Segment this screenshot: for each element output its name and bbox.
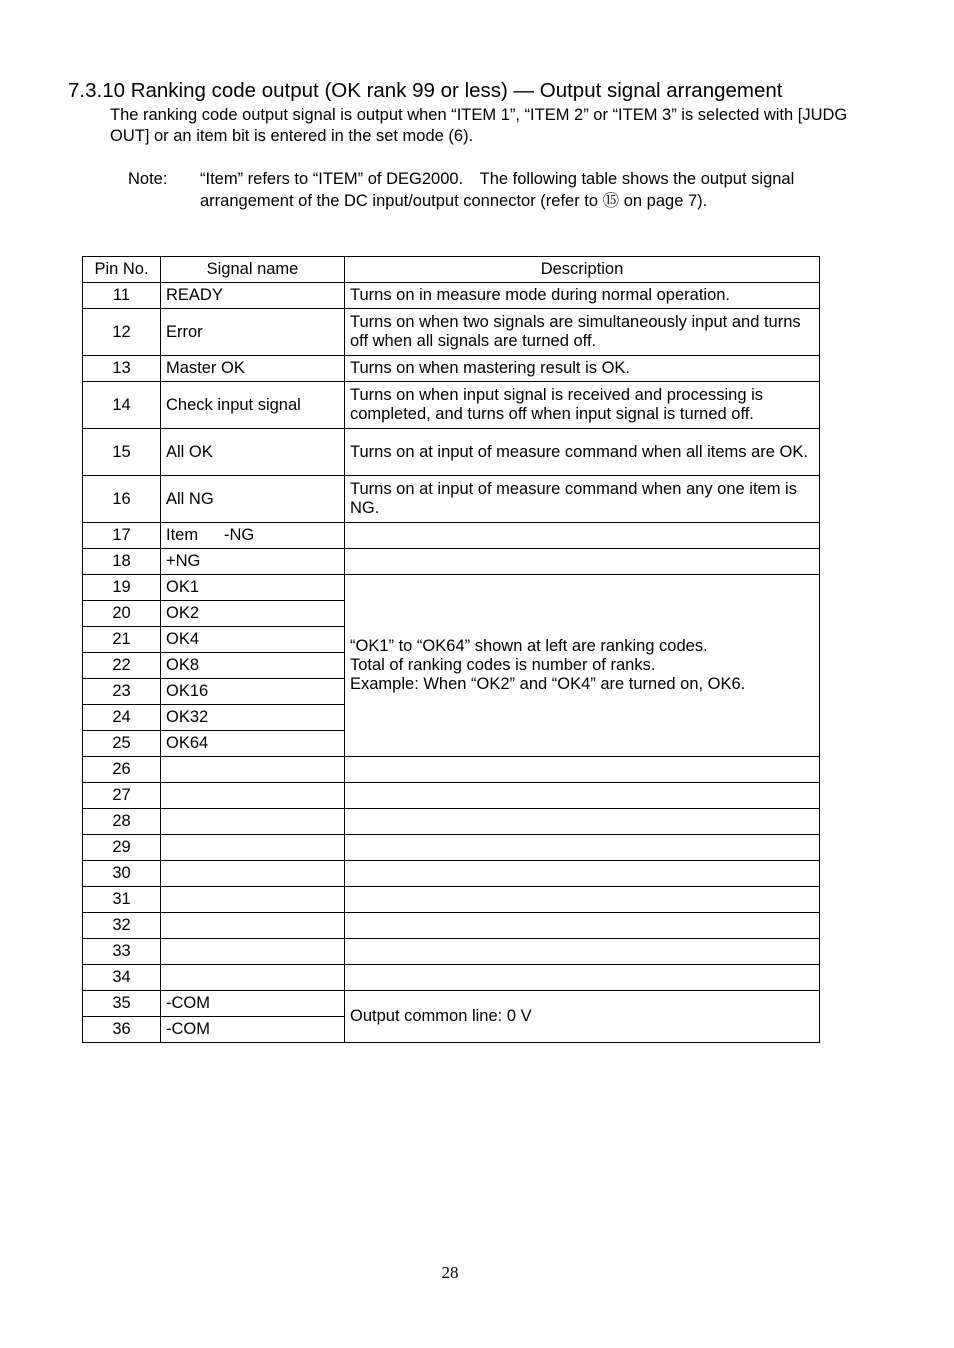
- table-row: [83, 939, 820, 965]
- pin-cell: 27: [83, 783, 161, 809]
- signal-cell: [161, 913, 345, 939]
- table-row: [83, 575, 820, 601]
- description-cell: [345, 965, 820, 991]
- table-row: [83, 783, 820, 809]
- signal-cell: Check input signal: [161, 382, 345, 429]
- signal-cell: -COM: [161, 1017, 345, 1043]
- page-number: 28: [441, 1263, 459, 1282]
- intro-paragraph: The ranking code output signal is output when “ITEM 1”, “ITEM 2” or “ITEM 3” is selected with [JUDG OUT] or an item bit is entered in the set mode (6).: [110, 106, 848, 145]
- table-row: [83, 429, 820, 476]
- description-cell: [345, 757, 820, 783]
- signal-cell: [161, 809, 345, 835]
- pin-cell: 15: [83, 429, 161, 476]
- ranking-code-description: [345, 575, 820, 757]
- pin-cell: 25: [83, 731, 161, 757]
- signal-cell: [161, 861, 345, 887]
- signal-cell: OK64: [161, 731, 345, 757]
- common-line-description: Output common line: 0 V: [345, 991, 820, 1043]
- pin-cell: 20: [83, 601, 161, 627]
- description-cell: [345, 861, 820, 887]
- pin-cell: 22: [83, 653, 161, 679]
- signal-cell: Master OK: [161, 356, 345, 382]
- pin-cell: 35: [83, 991, 161, 1017]
- signal-cell: [161, 887, 345, 913]
- signal-cell: OK1: [161, 575, 345, 601]
- description-cell: Turns on at input of measure command when all items are OK.: [345, 429, 820, 476]
- item-label: Item: [166, 526, 199, 544]
- signal-cell: OK2: [161, 601, 345, 627]
- ranking-desc-line: Example: When “OK2” and “OK4” are turned on, OK6.: [350, 675, 746, 693]
- signal-cell: [161, 835, 345, 861]
- signal-cell: OK8: [161, 653, 345, 679]
- table-row: [83, 913, 820, 939]
- table-row: [83, 283, 820, 309]
- section-heading: 7.3.10 Ranking code output (OK rank 99 or less) — Output signal arrangement: [68, 79, 783, 102]
- pin-cell: 21: [83, 627, 161, 653]
- signal-cell: [161, 783, 345, 809]
- table-row: [83, 835, 820, 861]
- pin-cell: 18: [83, 549, 161, 575]
- table-row: [83, 991, 820, 1017]
- signal-cell: Error: [161, 309, 345, 356]
- pin-cell: 30: [83, 861, 161, 887]
- pin-cell: 34: [83, 965, 161, 991]
- signal-cell: [161, 965, 345, 991]
- pin-cell: 17: [83, 523, 161, 549]
- header-signal-name: Signal name: [161, 257, 345, 283]
- description-cell: [345, 809, 820, 835]
- description-cell: Turns on at input of measure command when any one item is NG.: [345, 476, 820, 523]
- signal-cell: [161, 523, 345, 549]
- pin-cell: 33: [83, 939, 161, 965]
- pin-cell: 11: [83, 283, 161, 309]
- table-row: [83, 887, 820, 913]
- description-cell: [345, 549, 820, 575]
- pin-cell: 16: [83, 476, 161, 523]
- table-header-row: [83, 257, 820, 283]
- table-row: [83, 757, 820, 783]
- table-row: [83, 356, 820, 382]
- pin-cell: 28: [83, 809, 161, 835]
- table-row: [83, 309, 820, 356]
- pin-cell: 32: [83, 913, 161, 939]
- description-cell: Turns on when mastering result is OK.: [345, 356, 820, 382]
- signal-cell: +NG: [161, 549, 345, 575]
- signal-cell: OK32: [161, 705, 345, 731]
- pin-cell: 19: [83, 575, 161, 601]
- description-cell: [345, 887, 820, 913]
- pin-cell: 31: [83, 887, 161, 913]
- pin-cell: 14: [83, 382, 161, 429]
- signal-cell: [161, 757, 345, 783]
- table-row: [83, 523, 820, 549]
- output-signal-table: [82, 256, 820, 1043]
- signal-cell: OK4: [161, 627, 345, 653]
- pin-cell: 26: [83, 757, 161, 783]
- pin-cell: 23: [83, 679, 161, 705]
- table-row: [83, 476, 820, 523]
- header-pin-no: Pin No.: [83, 257, 161, 283]
- description-cell: [345, 913, 820, 939]
- signal-cell: OK16: [161, 679, 345, 705]
- description-cell: Turns on in measure mode during normal operation.: [345, 283, 820, 309]
- pin-cell: 13: [83, 356, 161, 382]
- pin-cell: 36: [83, 1017, 161, 1043]
- signal-cell: READY: [161, 283, 345, 309]
- pin-cell: 12: [83, 309, 161, 356]
- table-row: [83, 382, 820, 429]
- note-text: “Item” refers to “ITEM” of DEG2000. The following table shows the output signal arrangement of the DC input/output connector (refer to ⑮ on page 7).: [200, 170, 795, 210]
- description-cell: Turns on when input signal is received and processing is completed, and turns off when input signal is turned off.: [345, 382, 820, 429]
- ranking-desc-line: Total of ranking codes is number of ranks.: [350, 656, 656, 674]
- signal-cell: All NG: [161, 476, 345, 523]
- pin-cell: 24: [83, 705, 161, 731]
- signal-cell: -COM: [161, 991, 345, 1017]
- description-cell: Turns on when two signals are simultaneously input and turns off when all signals are turned off.: [345, 309, 820, 356]
- table-row: [83, 809, 820, 835]
- table-row: [83, 549, 820, 575]
- signal-cell: [161, 939, 345, 965]
- table-row: [83, 861, 820, 887]
- table-row: [83, 965, 820, 991]
- pin-cell: 29: [83, 835, 161, 861]
- description-cell: [345, 523, 820, 549]
- description-cell: [345, 939, 820, 965]
- signal-cell: All OK: [161, 429, 345, 476]
- ranking-desc-line: “OK1” to “OK64” shown at left are ranking codes.: [350, 637, 708, 655]
- header-description: Description: [345, 257, 820, 283]
- description-cell: [345, 783, 820, 809]
- description-cell: [345, 835, 820, 861]
- signal-label: -NG: [224, 526, 255, 544]
- note-label: Note:: [128, 170, 168, 188]
